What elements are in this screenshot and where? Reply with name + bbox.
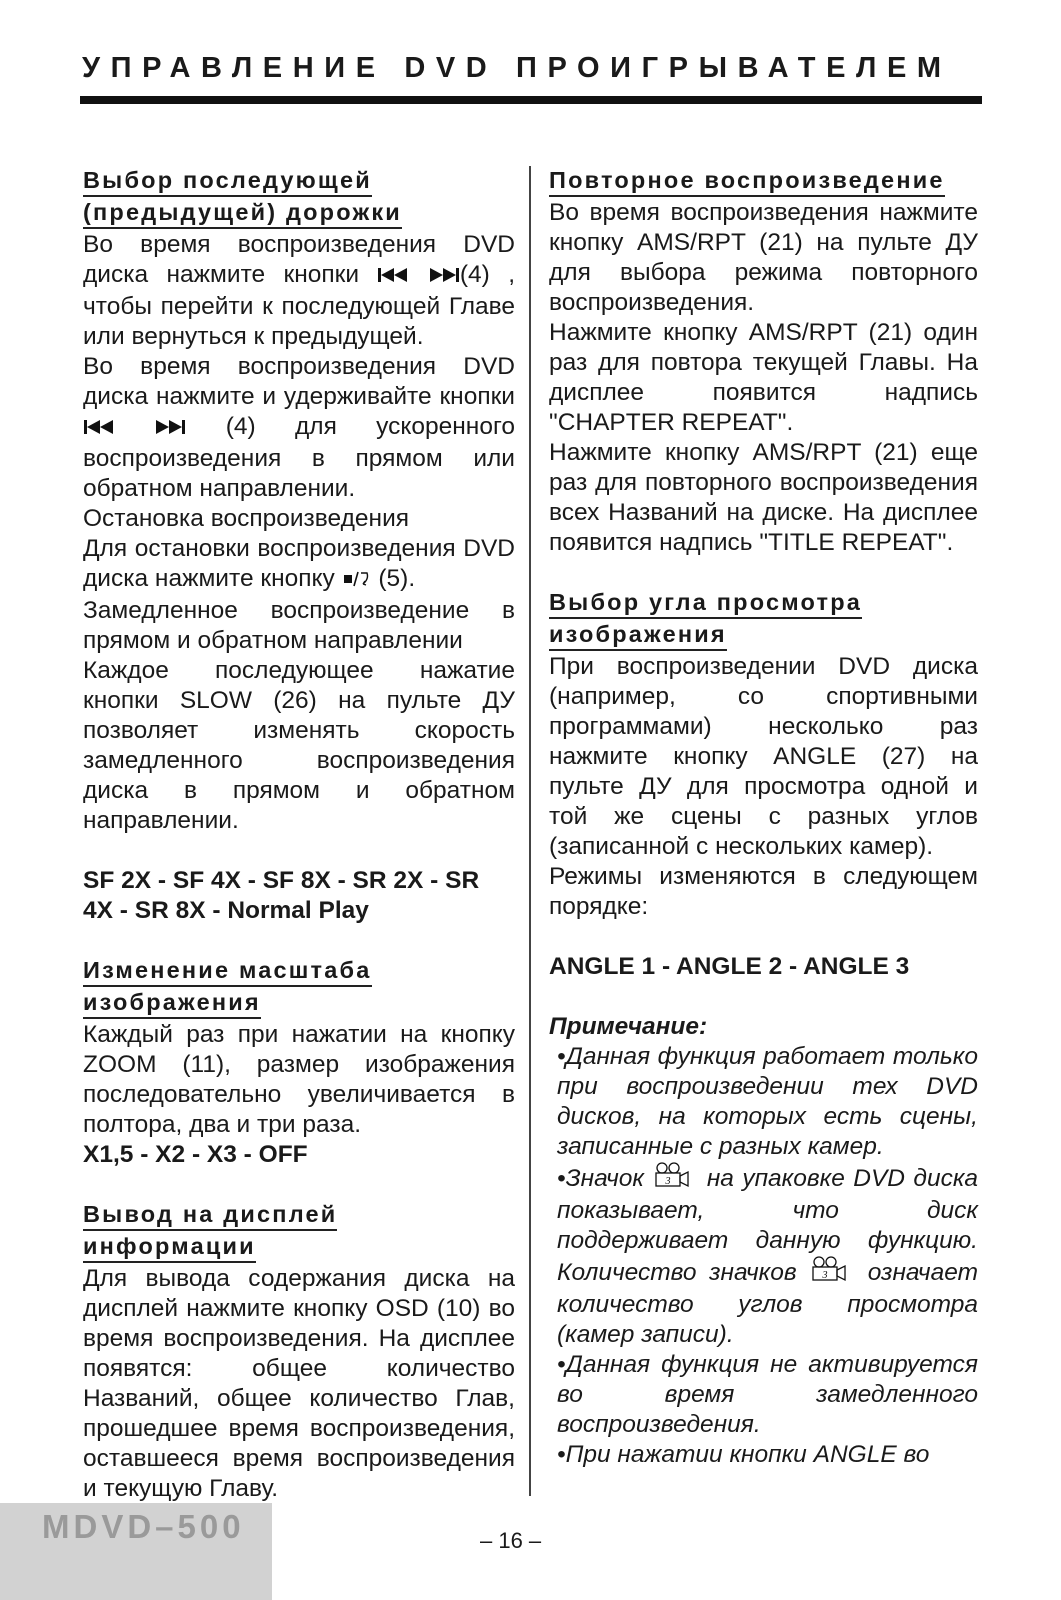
paragraph-repeat-2: Нажмите кнопку AMS/RPT (21) один раз для повтора текущей Главы. На дисплее появится надпись "CHAPTER REPEAT".: [549, 319, 978, 436]
heading-osd-line1: Вывод на дисплей: [83, 1200, 337, 1231]
stop-return-icon: [342, 566, 372, 596]
heading-zoom-line2: изображения: [83, 988, 261, 1019]
next-track-icon: [154, 414, 186, 444]
text: (4) для ускоренного воспроизведения в прямом или обратном направлении.: [83, 413, 515, 502]
slow-sequence: SF 2X - SF 4X - SF 8X - SR 2X - SR 4X - SR 8X - Normal Play: [83, 867, 480, 924]
paragraph-repeat-1: Во время воспроизведения нажмите кнопку AMS/RPT (21) на пульте ДУ для выбора режима повторного воспроизведения.: [549, 199, 978, 316]
text: (4) , чтобы перейти к последующей Главе или вернуться к предыдущей.: [83, 261, 515, 350]
paragraph-osd: Для вывода содержания диска на дисплей нажмите кнопку OSD (10) во время воспроизведения. На дисплее появятся: общее количество Названий, общее количество Глав, прошедшее время воспроизведения, оставшееся время воспроизведения и текущую Главу.: [83, 1265, 515, 1502]
next-track-icon: [428, 262, 460, 292]
prev-track-icon: [377, 262, 409, 292]
text: Для остановки воспроизведения DVD диска нажмите кнопку: [83, 535, 515, 592]
paragraph-zoom: Каждый раз при нажатии на кнопку ZOOM (11), размер изображения последовательно увеличивается в полтора, два и три раза.: [83, 1021, 515, 1138]
text: (5).: [378, 565, 416, 592]
paragraph-stop: [83, 534, 515, 596]
note-item-3: •Данная функция не активируется во время замедленного воспроизведения.: [557, 1351, 978, 1438]
text: на упаковке DVD диска показывает, что диск поддерживает данную функцию. Количество значков: [557, 1165, 979, 1286]
text: Во время воспроизведения DVD диска нажмите и удерживайте кнопки: [83, 353, 515, 410]
camera-angle-icon: [652, 1162, 698, 1196]
model-name: MDVD–500: [42, 1508, 245, 1545]
zoom-sequence: X1,5 - X2 - X3 - OFF: [83, 1141, 308, 1168]
paragraph-fast-play: [83, 352, 515, 504]
camera-angle-number: 3: [665, 1176, 671, 1187]
right-column: [549, 166, 978, 1470]
camera-angle-number: 3: [822, 1270, 828, 1281]
page-title: УПРАВЛЕНИЕ DVD ПРОИГРЫВАТЕЛЕМ: [82, 52, 952, 84]
heading-repeat: Повторное воспроизведение: [549, 166, 945, 197]
camera-angle-icon: [809, 1256, 855, 1290]
heading-track-select-line2: (предыдущей) дорожки: [83, 198, 402, 229]
paragraph-angle-2: Режимы изменяются в следующем порядке:: [549, 863, 978, 920]
header-rule: [80, 96, 982, 104]
paragraph-track-skip: [83, 230, 515, 352]
heading-osd-line2: информации: [83, 1232, 256, 1263]
heading-zoom-line1: Изменение масштаба: [83, 956, 372, 987]
page-number: – 16 –: [480, 1528, 542, 1553]
note-title: Примечание:: [549, 1013, 708, 1040]
column-divider: [529, 166, 531, 1496]
subheading-stop: Остановка воспроизведения: [83, 505, 410, 532]
heading-angle-line2: изображения: [549, 620, 727, 651]
heading-track-select-line1: Выбор последующей: [83, 166, 372, 197]
prev-track-icon: [83, 414, 115, 444]
note-item-1: •Данная функция работает только при воспроизведении тех DVD дисков, на которых есть сцены, записанные с разных камер.: [557, 1043, 978, 1160]
heading-angle-line1: Выбор угла просмотра: [549, 588, 862, 619]
paragraph-slow: Каждое последующее нажатие кнопки SLOW (26) на пульте ДУ позволяет изменять скорость замедленного воспроизведения диска в прямом и обратном направлении.: [83, 657, 515, 834]
note-item-4: •При нажатии кнопки ANGLE во: [557, 1441, 930, 1468]
text: Во время воспроизведения DVD диска нажмите кнопки: [83, 231, 515, 288]
text: •Значок: [557, 1165, 644, 1192]
note-item-2: [557, 1162, 978, 1350]
paragraph-repeat-3: Нажмите кнопку AMS/RPT (21) еще раз для повторного воспроизведения всех Названий на диске. На дисплее появится надпись "TITLE REPEAT".: [549, 439, 978, 556]
text: означает количество углов просмотра (камер записи).: [557, 1259, 978, 1348]
angle-sequence: ANGLE 1 - ANGLE 2 - ANGLE 3: [549, 953, 910, 980]
paragraph-angle-1: При воспроизведении DVD диска (например, со спортивными программами) несколько раз нажмите кнопку ANGLE (27) на пульте ДУ для просмотра одной и той же сцены с разных углов (записанной с нескольких камер).: [549, 653, 978, 860]
left-column: [83, 166, 515, 1504]
subheading-slow: Замедленное воспроизведение в прямом и обратном направлении: [83, 597, 515, 654]
